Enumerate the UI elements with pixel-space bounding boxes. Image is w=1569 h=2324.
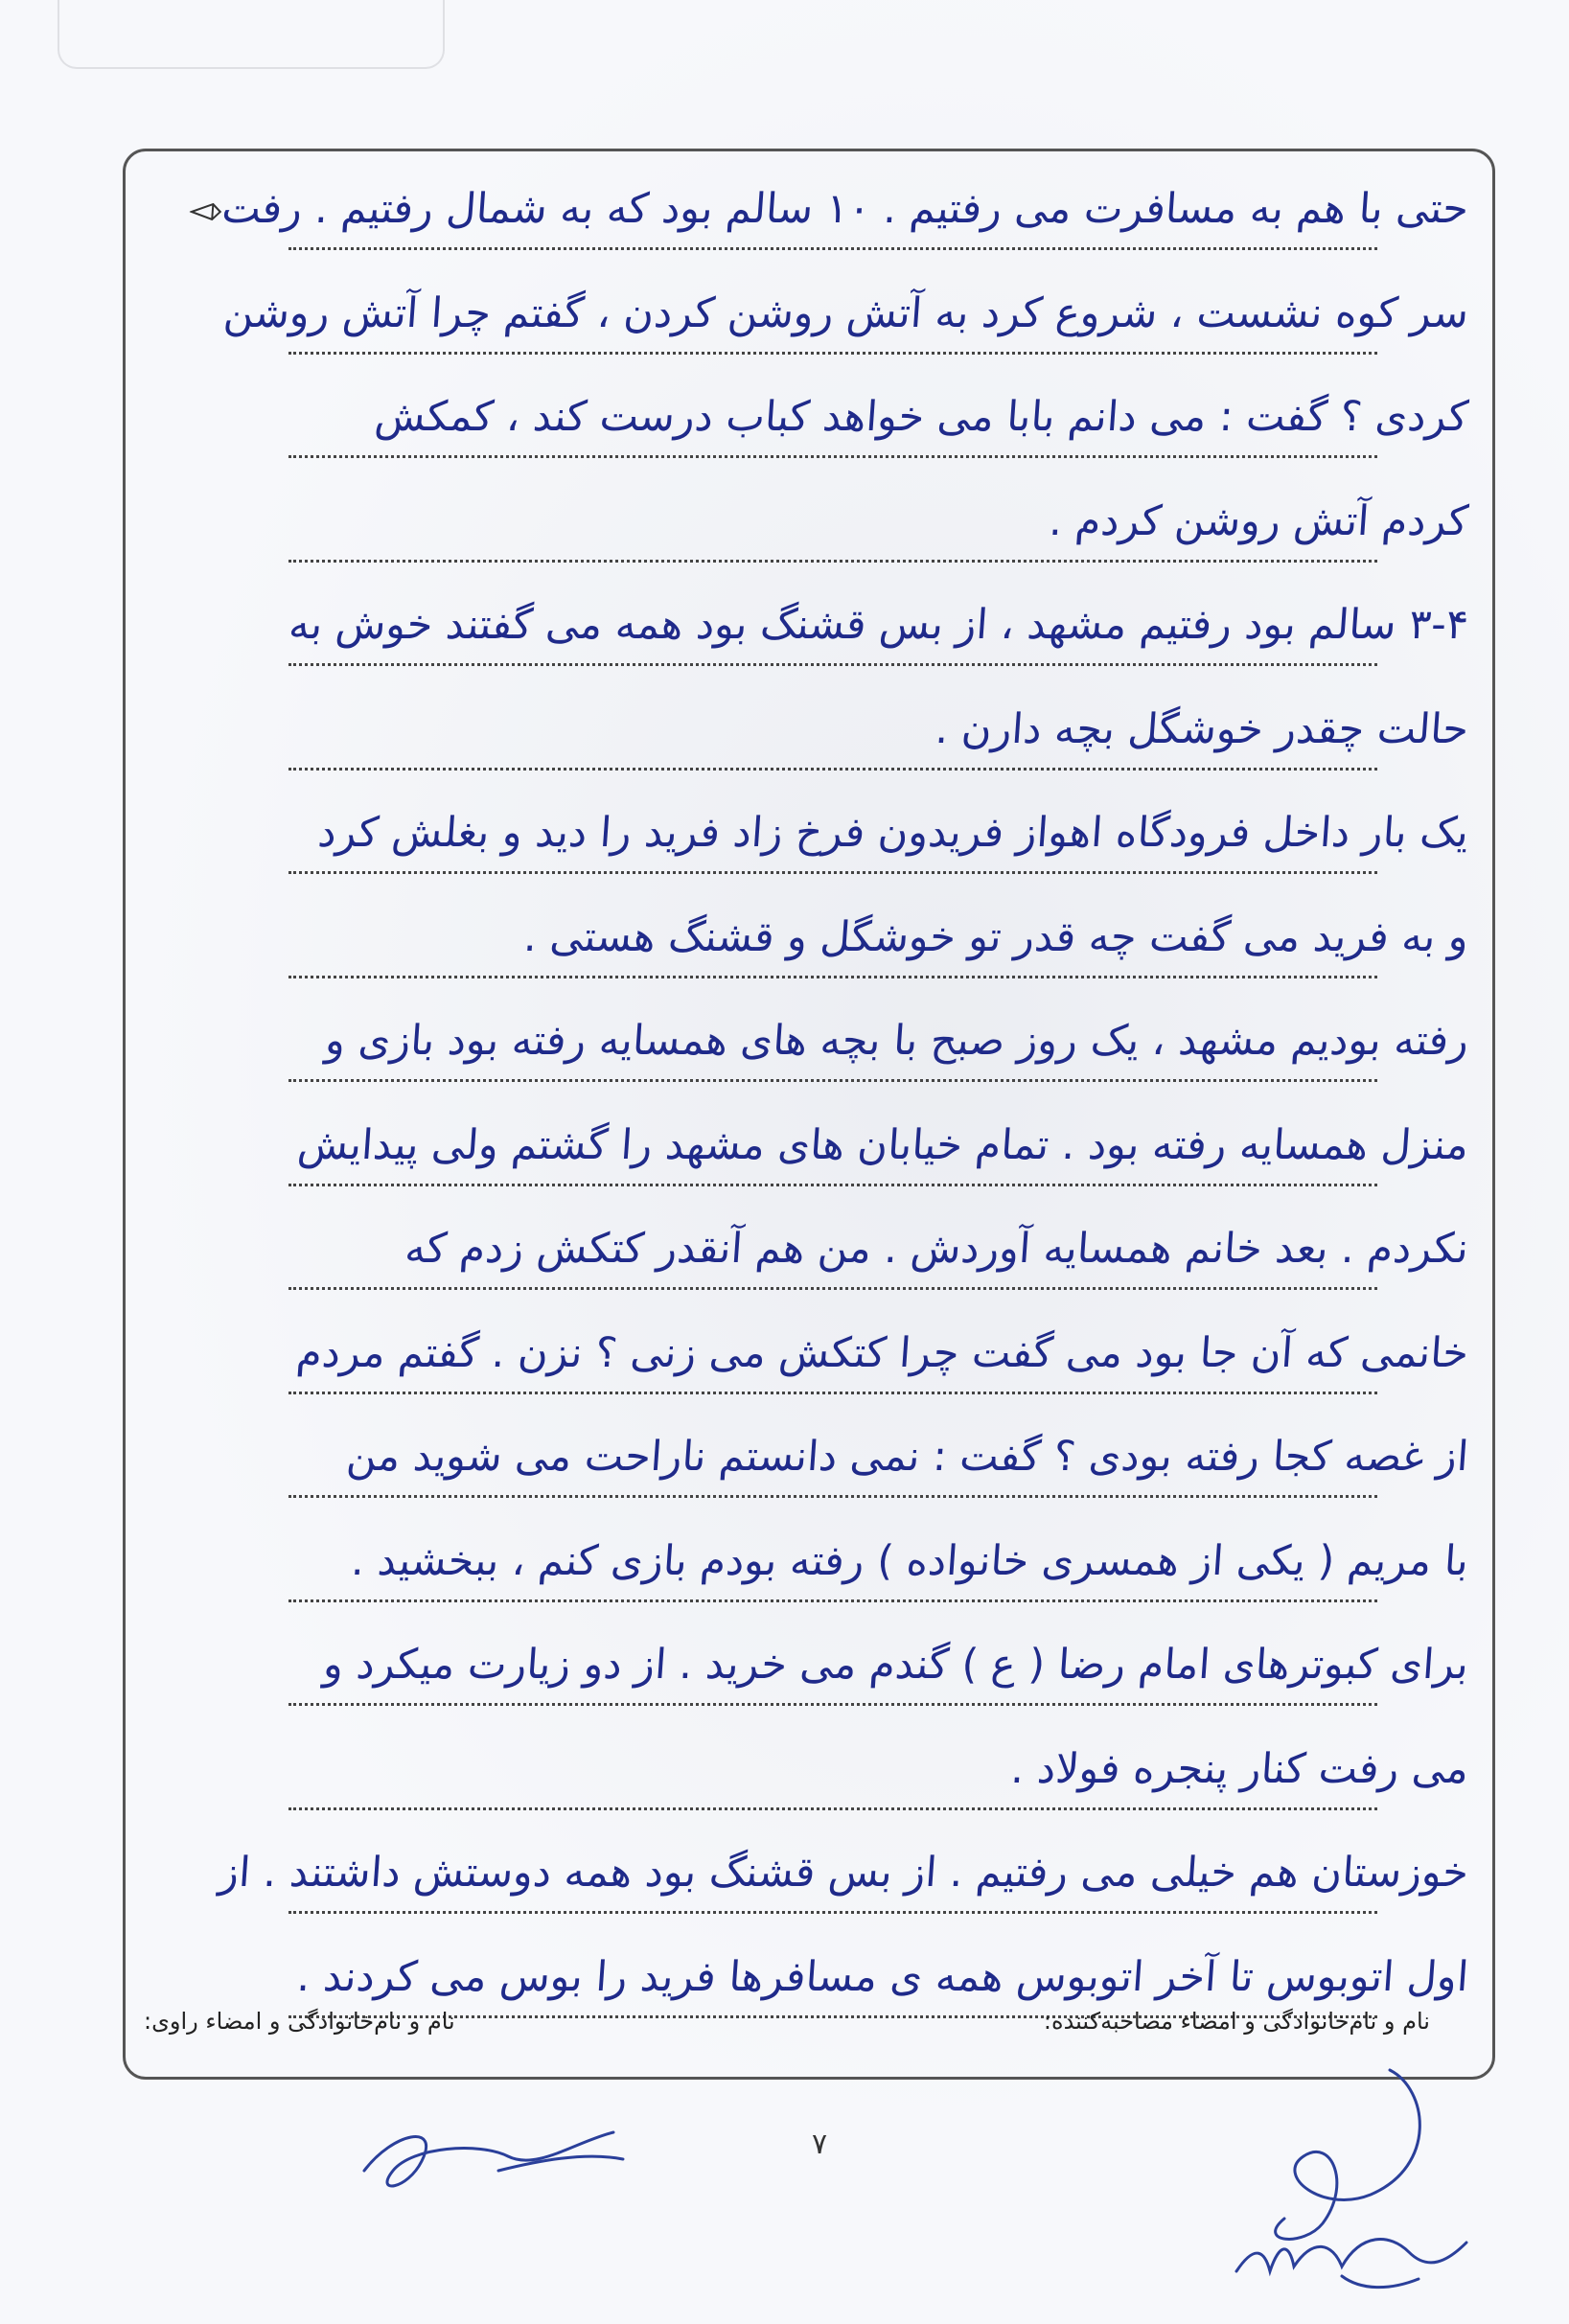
interviewer-signature-label: نام و نام‌خانوادگی و امضاء مصاحبه‌کننده: [1043,2008,1430,2035]
text-line: کردی ؟ گفت : می دانم بابا می خواهد کباب درست کند ، کمکش [373,393,1470,441]
page-number: ۷ [812,2128,828,2161]
text-line: کردم آتش روشن کردم . [1047,496,1470,545]
signature-labels [144,2008,1430,2056]
text-line: می رفت کنار پنجره فولاد . [1009,1744,1470,1793]
text-line: خوزستان هم خیلی می رفتیم . از بس قشنگ بود همه دوستش داشتند . از [217,1849,1470,1897]
text-line: و به فرید می گفت چه قدر تو خوشگل و قشنگ هستی . [521,912,1470,961]
narrator-signature [355,2104,642,2219]
interviewer-signature [1198,2051,1486,2300]
text-line: رفته بودیم مشهد ، یک روز صبح با بچه های همسایه رفته بود بازی و [323,1017,1470,1065]
text-line: سر کوه نشست ، شروع کرد به آتش روشن کردن ، گفتم چرا آتش روشن [221,288,1470,337]
text-line-content: حتی با هم به مسافرت می رفتیم . ۱۰ سالم بود که به شمال رفتیم . رفت [219,185,1470,233]
narrator-signature-label: نام و نام‌خانوادگی و امضاء راوی: [144,2008,455,2035]
text-line: نکردم . بعد خانم همسایه آوردش . من هم آنقدر کتکش زدم که [403,1225,1470,1273]
text-line: با مریم ( یکی از همسری خانواده ) رفته بودم بازی کنم ، ببخشید . [349,1536,1470,1585]
handwritten-text [144,0,1468,2013]
text-line: حالت چقدر خوشگل بچه دارن . [934,704,1470,753]
text-line: خانمی که آن جا بود می گفت چرا کتکش می زنی ؟ نزن . گفتم مردم [294,1328,1470,1377]
text-line: برای کبوترهای امام رضا ( ع ) گندم می خرید . از دو زیارت میکرد و [321,1641,1470,1689]
text-line: ۳-۴ سالم بود رفتیم مشهد ، از بس قشنگ بود همه می گفتند خوش به [287,601,1470,649]
text-line: اول اتوبوس تا آخر اتوبوس همه ی مسافرها فرید را بوس می کردند . [295,1952,1470,2001]
pencil-icon [189,201,223,222]
text-line: یک بار داخل فرودگاه اهواز فریدون فرخ زاد فرید را دید و بغلش کرد [316,809,1470,857]
text-line [141,168,1471,250]
text-line: از غصه کجا رفته بودی ؟ گفت : نمی دانستم ناراحت می شوید من [344,1433,1470,1481]
text-line: منزل همسایه رفته بود . تمام خیابان های مشهد را گشتم ولی پیدایش [295,1120,1470,1169]
